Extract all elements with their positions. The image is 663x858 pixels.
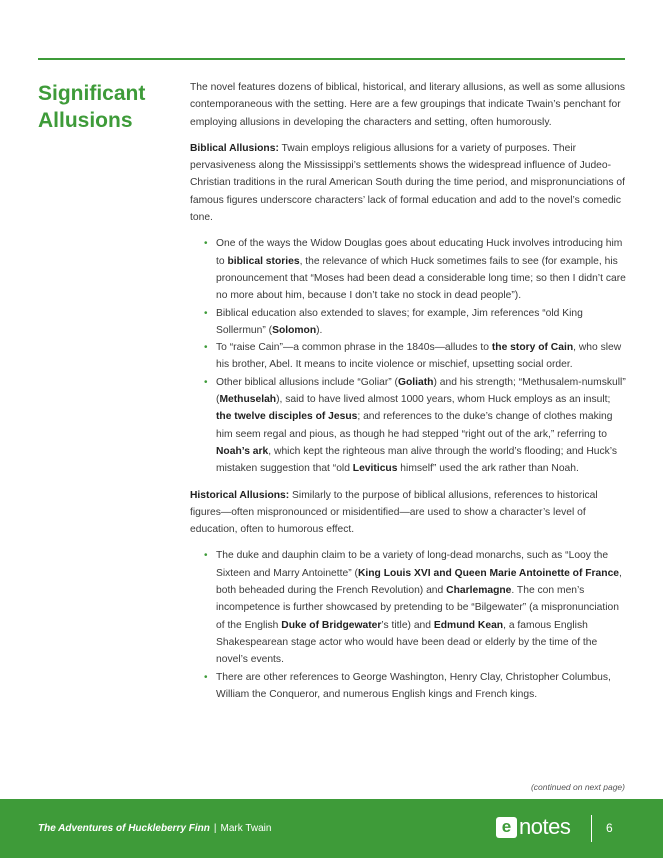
author-name: Mark Twain — [220, 823, 272, 834]
logo-e-icon: e — [496, 817, 517, 838]
list-item: • There are other references to George Washington, Henry Clay, Christopher Columbus, William the Conqueror, and numerous English kings and French kings. — [216, 669, 626, 704]
bullet-icon: • — [204, 671, 208, 683]
list-item: • The duke and dauphin claim to be a variety of long-dead monarchs, such as “Looy the Sixteen and Marry Antoinette” (King Louis XVI and Queen Marie Antoinette of France, both beheaded during the French Revolution) and Charlemagne. The con men’s incompetence is further showcased by pretending to be “Bilgewater” (a mispronunciation of the English Duke of Bridgewater’s title) and Edmund Kean, a famous English Shakespearean stage actor who would have been dead or elderly by the time of the novel’s events. — [216, 547, 626, 668]
biblical-label: Biblical Allusions: — [190, 142, 279, 154]
intro-paragraph: The novel features dozens of biblical, historical, and literary allusions, as well as some allusions contemporaneous with the setting. Here are a few groupings that indicate Twain’s penchant for employing allusions in developing the characters and setting, often humorously. — [190, 82, 625, 128]
bullet-icon: • — [204, 307, 208, 319]
bullet-icon: • — [204, 550, 208, 562]
footer-divider — [591, 815, 592, 842]
historical-label: Historical Allusions: — [190, 489, 290, 501]
list-item: • One of the ways the Widow Douglas goes about educating Huck involves introducing him to biblical stories, the relevance of which Huck sometimes fails to see (for example, his pronouncement that “Moses had been dead a considerable long time; so then I didn’t care no more about him, because I don’t take no stock in dead people”). — [216, 235, 626, 304]
section-heading: Significant Allusions — [38, 82, 146, 132]
historical-paragraph — [190, 487, 626, 539]
historical-list — [190, 547, 626, 703]
list-item: • Other biblical allusions include “Goliar” (Goliath) and his strength; “Methusalem-numskull” (Methuselah), said to have lived almost 1000 years, whom Huck employs as an insult; the twelve disciples of Jesus; and references to the duke’s change of clothes making him seem regal and pious, as though he had stepped “right out of the ark,” referring to Noah’s ark, which kept the righteous man alive through the world’s flooding; and Huck’s mistaken suggestion that “old Leviticus himself” used the ark rather than Noah. — [216, 374, 626, 478]
logo-text: notes — [519, 814, 571, 839]
biblical-paragraph — [190, 140, 626, 226]
list-item: • Biblical education also extended to slaves; for example, Jim references “old King Sollermun” (Solomon). — [216, 305, 626, 340]
page-number: 6 — [606, 821, 613, 835]
list-item: • To “raise Cain”—a common phrase in the 1840s—alludes to the story of Cain, who slew his brother, Abel. It means to incite violence or mischief, upsetting social order. — [216, 339, 626, 374]
title-separator: | — [213, 823, 217, 834]
footer-bar — [0, 799, 663, 858]
top-rule — [38, 58, 625, 60]
bullet-icon: • — [204, 342, 208, 354]
bullet-icon: • — [204, 238, 208, 250]
biblical-list — [190, 235, 626, 477]
biblical-text: Twain employs religious allusions for a variety of purposes. Their pervasiveness along the Mississippi’s settlements shows the widespread influence of Judeo-Christian traditions in the rural American South during the time period, and mispronunciations of famous figures underscore characters’ lack of formal education and add to the novel’s comedic tone. — [190, 142, 625, 224]
main-content — [190, 79, 626, 712]
historical-text: Similarly to the purpose of biblical allusions, references to historical figures—often mispronounced or misidentified—are used to show a character’s level of education, often to humorous effect. — [190, 489, 598, 536]
book-title: The Adventures of Huckleberry Finn — [38, 823, 210, 834]
bullet-icon: • — [204, 376, 208, 388]
continued-note: (continued on next page) — [530, 782, 625, 792]
footer-title — [38, 823, 271, 834]
